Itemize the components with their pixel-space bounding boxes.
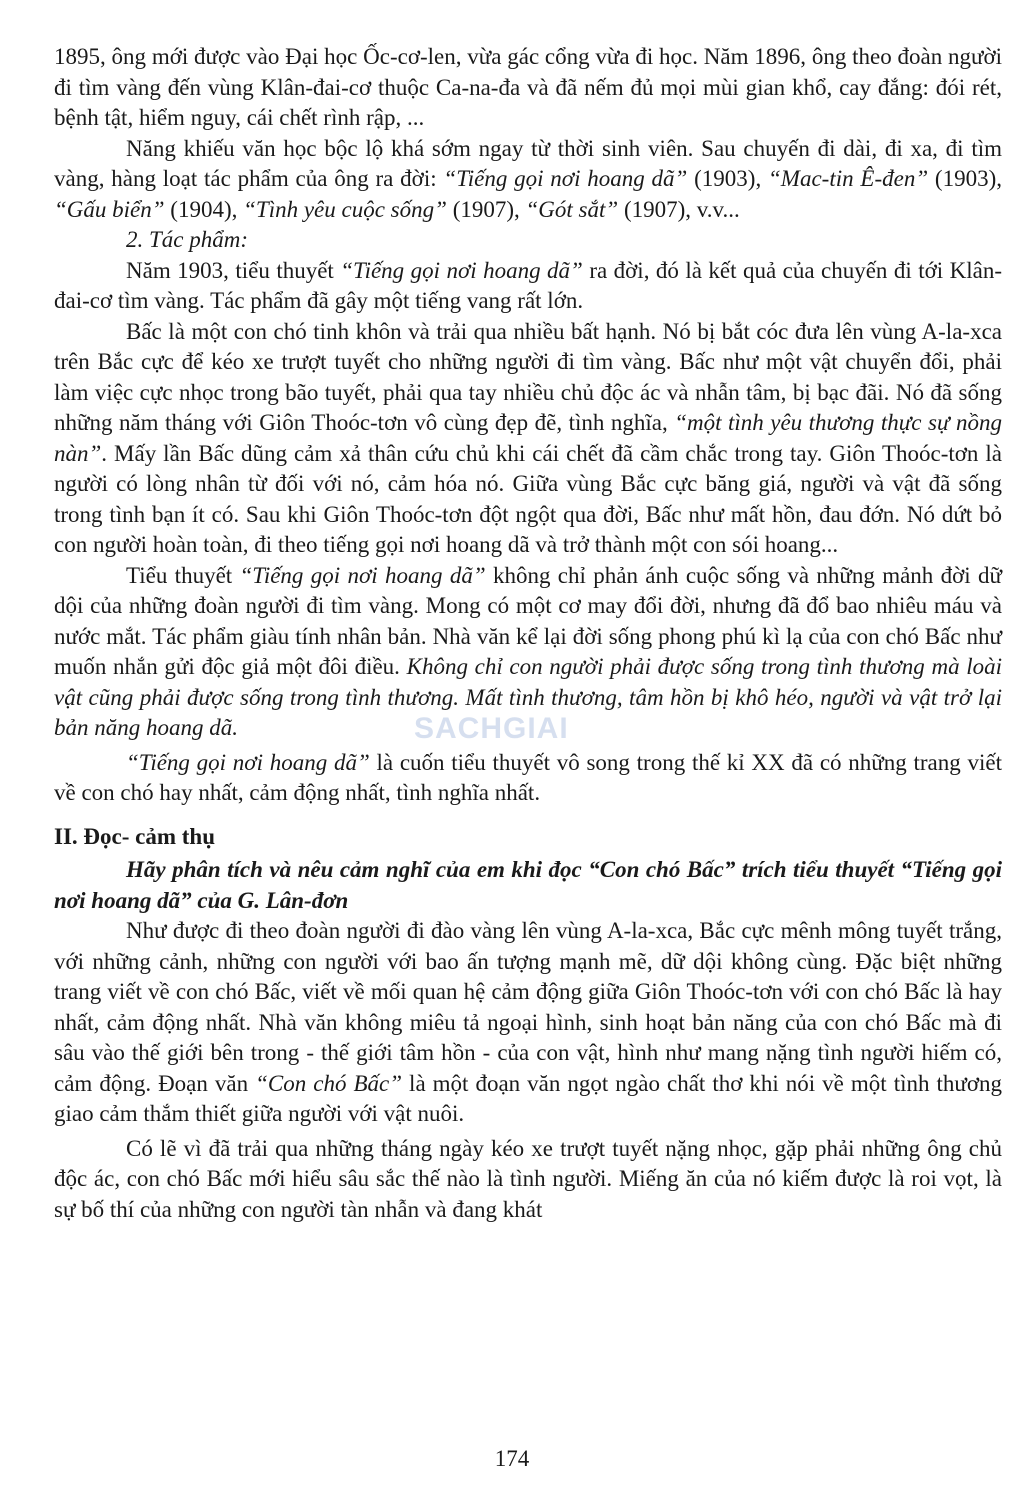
work-title: “Gót sắt” [525,196,619,222]
section-heading: II. Đọc- cảm thụ [54,823,215,849]
paragraph-analysis-intro: Như được đi theo đoàn người đi đào vàng lên vùng A-la-xca, Bắc cực mênh mông tuyết trắng, với những cảnh, những con người với bao ấn tượng mạnh mẽ, dữ dội không cùng. Đặc biệt những trang viết về con chó Bấc, viết về mối quan hệ cảm động giữa Giôn Thoóc-tơn với con chó Bấc là hay nhất, cảm động nhất. Nhà văn không miêu tả ngoại hình, sinh hoạt bản năng của con chó Bấc mà đi sâu vào thế giới bên trong - thế giới tâm hồn - của con vật, hình như mang nặng tình người hiếm có, cảm động. Đoạn văn “Con chó Bấc” là một đoạn văn ngọt ngào chất thơ khi nói về một tình thương giao cảm thắm thiết giữa người với vật nuôi. [54,918,1003,1126]
page-number: 174 [494,1446,530,1471]
paragraph-novel-summary: “Tiếng gọi nơi hoang dã” là cuốn tiểu thuyết vô song trong thế kỉ XX đã có những trang viết về con chó hay nhất, cảm động nhất, tình nghĩa nhất. [54,749,1002,805]
work-title: “Tiếng gọi nơi hoang dã” [239,562,486,588]
italic-message: Không chỉ con người phải được sống trong tình thương mà loài vật cũng phải được sống trong tình thương. Mất tình thương, tâm hồn bị khô héo, người và vật trở lại bản năng hoang dã. [54,654,1003,740]
work-title: “Gấu biển” [54,196,165,222]
work-title: “Con chó Bấc” [255,1070,403,1096]
work-title: “Mac-tin Ê-đen” [768,166,929,191]
paragraph-literary-talent: Năng khiếu văn học bộc lộ khá sớm ngay từ thời sinh viên. Sau chuyến đi dài, đi xa, đi tìm vàng, hàng loạt tác phẩm của ông ra đời: “Tiếng gọi nơi hoang dã” (1903), “Mac-tin Ê-đen” (1903), “Gấu biển” (1904), “Tình yêu cuộc sống” (1907), “Gót sắt” (1907), v.v... [54,135,1002,222]
paragraph-analysis-continued: Có lẽ vì đã trải qua những tháng ngày kéo xe trượt tuyết nặng nhọc, gặp phải những ông chủ độc ác, con chó Bấc mới hiểu sâu sắc thế nào là tình người. Miếng ăn của nó kiếm được là roi vọt, là sự bố thí của những con người tàn nhẫn và đang khát [54,1135,1002,1222]
watermark-logo: SACHGIAI [414,712,569,745]
paragraph-novel-meaning: Tiểu thuyết “Tiếng gọi nơi hoang dã” không chỉ phản ánh cuộc sống và những mảnh đời dữ dội của những đoàn người đi tìm vàng. Mong có một cơ may đổi đời, nhưng đã đổ bao nhiêu máu và nước mắt. Tác phẩm giàu tính nhân bản. Nhà văn kể lại đời sống phong phú kì lạ của con chó Bấc như muốn nhắn gửi độc giả một đôi điều. Không chỉ con người phải được sống trong tình thương mà loài vật cũng phải được sống trong tình thương. Mất tình thương, tâm hồn bị khô héo, người và vật trở lại bản năng hoang dã. [54,562,1003,740]
quotation: “một tình yêu thương thực sự nồng nàn” [54,410,1002,466]
page-body [54,42,1002,1225]
essay-question: Hãy phân tích và nêu cảm nghĩ của em khi đọc “Con chó Bấc” trích tiểu thuyết “Tiếng gọi nơi hoang dã” của G. Lân-đơn [54,857,1002,913]
work-title: “Tiếng gọi nơi hoang dã” [126,749,370,775]
paragraph-novel-intro: Năm 1903, tiểu thuyết “Tiếng gọi nơi hoang dã” ra đời, đó là kết quả của chuyến đi tới Klân-đai-cơ tìm vàng. Tác phẩm đã gây một tiếng vang rất lớn. [54,257,1002,313]
paragraph-buck-story: Bấc là một con chó tinh khôn và trải qua nhiều bất hạnh. Nó bị bắt cóc đưa lên vùng A-la-xca trên Bắc cực để kéo xe trượt tuyết cho những người đi tìm vàng. Bấc như một vật chuyển đổi, phải làm việc cực nhọc trong bão tuyết, phải qua tay nhiều chủ độc ác và nhẫn tâm, bị bạc đãi. Nó đã sống những năm tháng với Giôn Thoóc-tơn vô cùng đẹp đẽ, tình nghĩa, “một tình yêu thương thực sự nồng nàn”. Mấy lần Bấc dũng cảm xả thân cứu chủ khi cái chết đã cầm chắc trong tay. Giôn Thoóc-tơn là người có lòng nhân từ đối với nó, cảm hóa nó. Giữa vùng Bắc cực băng giá, người và vật đã sống trong tình bạn ít có. Sau khi Giôn Thoóc-tơn đột ngột qua đời, Bấc như mất hồn, đau đớn. Nó dứt bỏ con người hoàn toàn, đi theo tiếng gọi nơi hoang dã và trở thành một con sói hoang... [54,318,1002,557]
paragraph-biography-end: 1895, ông mới được vào Đại học Ốc-cơ-len, vừa gác cổng vừa đi học. Năm 1896, ông theo đoàn người đi tìm vàng đến vùng Klân-đai-cơ thuộc Ca-na-đa và đã nếm đủ mọi mùi gian khổ, cay đắng: đói rét, bệnh tật, hiểm nguy, cái chết rình rập, ... [54,44,1002,130]
subheading-work: 2. Tác phẩm: [126,227,249,252]
work-title: “Tình yêu cuộc sống” [243,196,447,222]
work-title: “Tiếng gọi nơi hoang dã” [443,166,688,191]
work-title: “Tiếng gọi nơi hoang dã” [340,257,583,283]
